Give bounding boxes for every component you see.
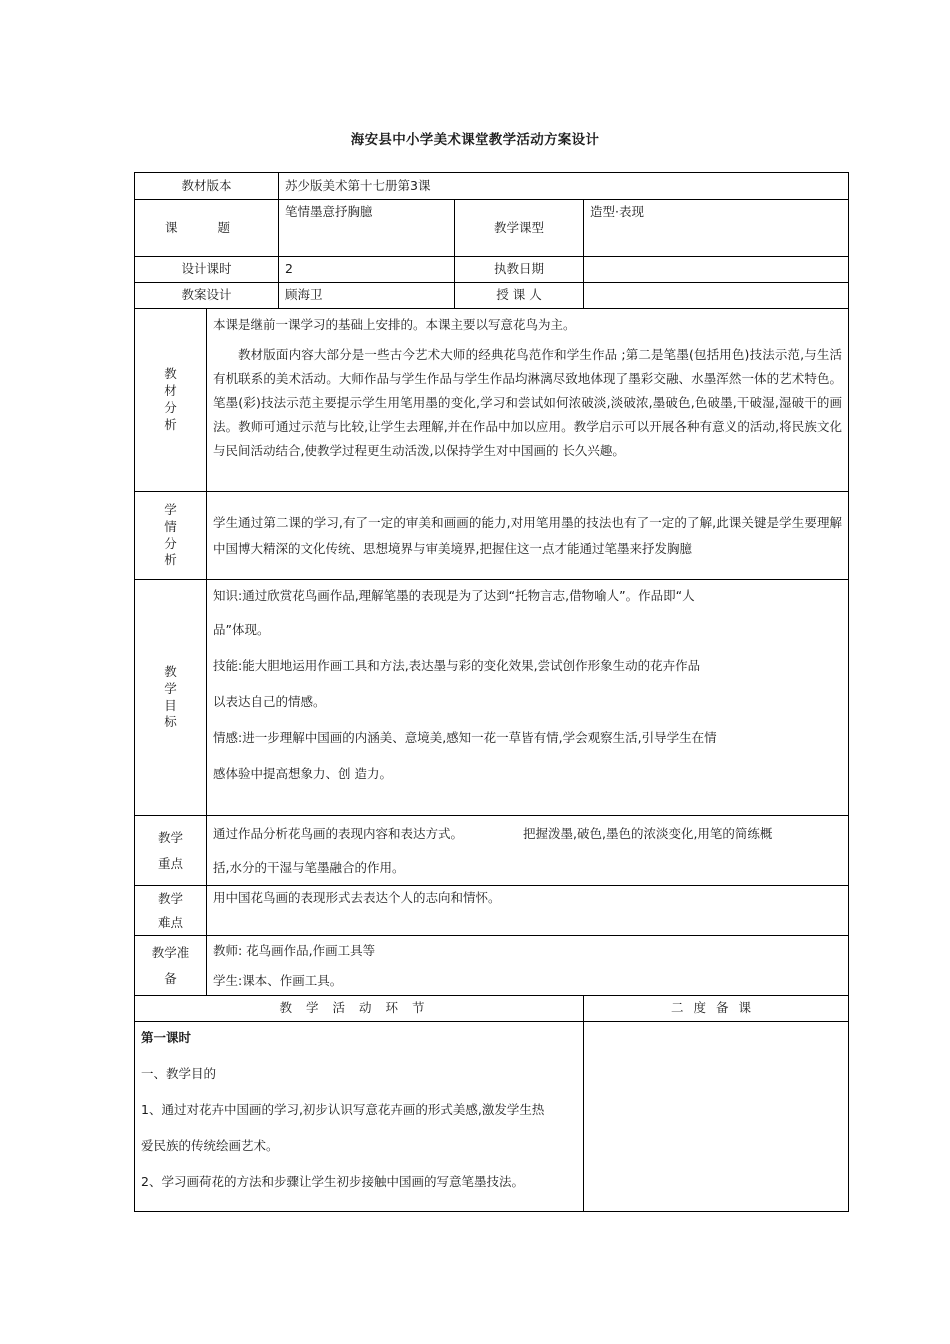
material-analysis-label: 教 材 分 析: [135, 309, 207, 492]
hours-label: 设计课时: [135, 257, 279, 283]
designer-value: 顾海卫: [279, 283, 455, 309]
type-value: 造型·表现: [584, 200, 849, 257]
analysis-paragraph-1: 本课是继前一课学习的基础上安排的。本课主要以写意花鸟为主。: [213, 317, 576, 332]
lesson-plan-table: [134, 172, 849, 1212]
lesson-item-2: 2、学习画荷花的方法和步骤让学生初步接触中国画的写意笔墨技法。: [141, 1174, 524, 1189]
row-designer: [135, 283, 849, 309]
row-textbook: [135, 173, 849, 200]
page-title: 海安县中小学美术课堂教学活动方案设计: [350, 132, 600, 148]
row-hours: [135, 257, 849, 283]
key-points-label: 教学 重点: [135, 816, 207, 886]
row-difficulty: [135, 886, 849, 936]
topic-label: 课 题: [135, 200, 279, 257]
key-points-line-2: 括,水分的干湿与笔墨融合的作用。: [213, 859, 405, 875]
student-analysis-label: 学 情 分 析: [135, 492, 207, 580]
row-goals: [135, 580, 849, 816]
row-material-analysis: [135, 309, 849, 492]
goal-skill-2: 以表达自己的情感。: [213, 694, 326, 709]
activity-body: [135, 1022, 584, 1212]
student-analysis-text: [207, 492, 849, 580]
preparation-teacher: 教师: 花鸟画作品,作画工具等: [213, 942, 376, 958]
preparation-label: 教学准 备: [135, 936, 207, 996]
topic-value: 笔情墨意抒胸臆: [279, 200, 455, 257]
lesson-item-1a: 1、通过对花卉中国画的学习,初步认识写意花卉画的形式美感,激发学生热: [141, 1102, 545, 1117]
date-label: 执教日期: [455, 257, 584, 283]
difficulty-label: 教学 难点: [135, 886, 207, 936]
goal-emotion-2: 感体验中提高想象力、创 造力。: [213, 766, 392, 781]
date-value: [584, 257, 849, 283]
preparation-student: 学生:课本、作画工具。: [213, 972, 343, 988]
hours-value: 2: [279, 257, 455, 283]
second-prep-cell: [584, 1022, 849, 1212]
type-label: 教学课型: [455, 200, 584, 257]
designer-label: 教案设计: [135, 283, 279, 309]
difficulty-text: 用中国花鸟画的表现形式去表达个人的志向和情怀。: [207, 886, 849, 936]
teacher-value: [584, 283, 849, 309]
textbook-label: 教材版本: [135, 173, 279, 200]
lesson-title: 第一课时: [141, 1030, 192, 1045]
activity-header-left: 教学活动环节: [135, 996, 584, 1022]
lesson-item-1b: 爱民族的传统绘画艺术。: [141, 1138, 279, 1153]
goal-emotion-1: 情感:进一步理解中国画的内涵美、意境美,感知一花一草皆有情,学会观察生活,引导学生在情: [213, 730, 717, 745]
student-analysis-paragraph: 学生通过第二课的学习,有了一定的审美和画画的能力,对用笔用墨的技法也有了一定的了解,此课关键是学生要理解中国博大精深的文化传统、思想境界与审美境界,把握住这一点才能通过笔墨来抒发胸臆: [213, 514, 843, 556]
key-points-text: [207, 816, 849, 886]
row-preparation: [135, 936, 849, 996]
textbook-value: 苏少版美术第十七册第3课: [279, 173, 849, 200]
row-student-analysis: [135, 492, 849, 580]
lesson-goal-heading: 一、教学目的: [141, 1066, 217, 1081]
row-topic: [135, 200, 849, 257]
preparation-text: [207, 936, 849, 996]
row-activity-header: [135, 996, 849, 1022]
goals-label: 教 学 目 标: [135, 580, 207, 816]
activity-header-right: 二度备课: [584, 996, 849, 1022]
row-activity-body: [135, 1022, 849, 1212]
goal-knowledge-2: 品”体现。: [213, 622, 270, 637]
goal-knowledge-1: 知识:通过欣赏花鸟画作品,理解笔墨的表现是为了达到“托物言志,借物喻人”。作品即“人: [213, 588, 695, 603]
material-analysis-text: [207, 309, 849, 492]
goals-text: [207, 580, 849, 816]
analysis-paragraph-2: 教材版面内容大部分是一些古今艺术大师的经典花鸟范作和学生作品 ;第二是笔墨(包括用色)技法示范,与生活有机联系的美术活动。大师作品与学生作品与学生作品均淋漓尽致地体现了墨彩交融、水墨浑然一体的艺术特色。笔墨(彩)技法示范主要提示学生用笔用墨的变化,学习和尝试如何浓破淡,淡破浓,墨破色,色破墨,干破湿,湿破干的画法。教师可通过示范与比较,让学生去理解,并在作品中加以应用。教学启示可以开展各种有意义的活动,将民族文化与民间活动结合,使教学过程更生动活泼,以保持学生对中国画的 长久兴趣。: [213, 347, 843, 458]
key-points-line-1: 通过作品分析花鸟画的表现内容和表达方式。 把握泼墨,破色,墨色的浓淡变化,用笔的简练概: [213, 825, 773, 841]
row-key-points: [135, 816, 849, 886]
goal-skill-1: 技能:能大胆地运用作画工具和方法,表达墨与彩的变化效果,尝试创作形象生动的花卉作品: [213, 658, 701, 673]
teacher-label: 授 课 人: [455, 283, 584, 309]
